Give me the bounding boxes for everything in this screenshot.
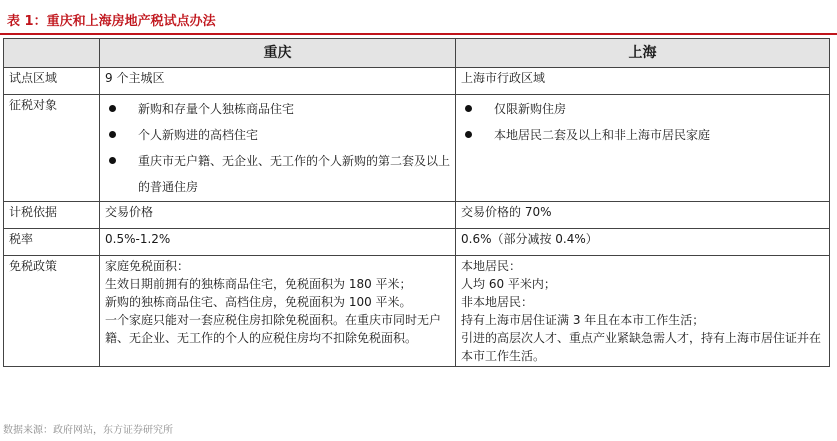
header-chongqing: 重庆 (100, 39, 456, 68)
title-divider (0, 33, 837, 35)
cell-shanghai-target (456, 95, 830, 202)
table-row (4, 229, 830, 256)
table-row (4, 202, 830, 229)
cell-chongqing-rate: 0.5%-1.2% (100, 229, 456, 256)
cell-chongqing-exempt (100, 256, 456, 367)
row-label-target: 征税对象 (4, 95, 100, 202)
text-line: 家庭免税面积： (105, 259, 190, 273)
cell-shanghai-exempt (456, 256, 830, 367)
header-shanghai: 上海 (456, 39, 830, 68)
shanghai-target-list (461, 96, 824, 148)
cell-shanghai-basis: 交易价格的 70% (456, 202, 830, 229)
text-line: 本地居民： (461, 259, 522, 273)
table-row (4, 95, 830, 202)
cell-chongqing-basis: 交易价格 (100, 202, 456, 229)
row-label-exempt: 免税政策 (4, 256, 100, 367)
text-line: 持有上海市居住证满 3 年且在本市工作生活； (461, 313, 705, 327)
cell-shanghai-rate: 0.6%（部分减按 0.4%） (456, 229, 830, 256)
list-item: 重庆市无户籍、无企业、无工作的个人新购的第二套及以上的普通住房 (105, 148, 450, 200)
text-line: 非本地居民： (461, 295, 534, 309)
text-line: 引进的高层次人才、重点产业紧缺急需人才，持有上海市居住证并在本市工作生活。 (461, 331, 822, 363)
list-item: 个人新购进的高档住宅 (105, 122, 450, 148)
header-corner-cell (4, 39, 100, 68)
text-line: 生效日期前拥有的独栋商品住宅，免税面积为 180 平米； (105, 277, 412, 291)
cell-chongqing-area: 9 个主城区 (100, 68, 456, 95)
list-item: 仅限新购住房 (461, 96, 824, 122)
row-label-basis: 计税依据 (4, 202, 100, 229)
table-row (4, 68, 830, 95)
text-line: 新购的独栋商品住宅、高档住房，免税面积为 100 平米。 (105, 295, 412, 309)
chongqing-target-list (105, 96, 450, 200)
text-line: 人均 60 平米内； (461, 277, 556, 291)
table-title: 表 1：重庆和上海房地产税试点办法 (7, 14, 216, 29)
list-item: 新购和存量个人独栋商品住宅 (105, 96, 450, 122)
list-item: 本地居民二套及以上和非上海市居民家庭 (461, 122, 824, 148)
table-header-row (4, 39, 830, 68)
cell-chongqing-target (100, 95, 456, 202)
text-line: 一个家庭只能对一套应税住房扣除免税面积。在重庆市同时无户籍、无企业、无工作的个人的应税住房均不扣除免税面积。 (105, 313, 442, 345)
data-source-note: 数据来源：政府网站，东方证券研究所 (3, 425, 173, 436)
cell-shanghai-area: 上海市行政区域 (456, 68, 830, 95)
row-label-area: 试点区域 (4, 68, 100, 95)
table-row (4, 256, 830, 367)
row-label-rate: 税率 (4, 229, 100, 256)
policy-comparison-table (3, 38, 830, 367)
